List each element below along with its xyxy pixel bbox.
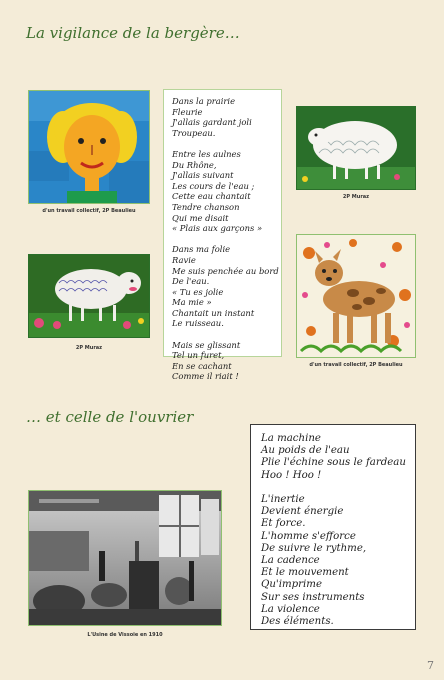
poem-line: En se cachant (172, 360, 232, 371)
poem-line: J'allais suivant (172, 170, 234, 181)
poem-line: Ravie (172, 254, 196, 265)
poem-line: L'homme s'efforce (261, 530, 356, 542)
poem-line: Devient énergie (261, 506, 344, 518)
poem-line: Tendre chanson (172, 201, 240, 212)
poem-line: Comme il riait ! (172, 371, 239, 382)
poem-line: La violence (261, 603, 320, 615)
stanza-gap (172, 138, 273, 149)
poem-line: Les cours de l'eau ; (172, 180, 255, 191)
poem-line: Ma mie » (172, 297, 212, 308)
poem-line: Dans ma folie (172, 244, 231, 255)
factory-photo-caption: L'Usine de Vissoie en 1910 (87, 632, 163, 638)
poem-line: Qui me disait (172, 212, 229, 223)
poem-line: Des éléments. (261, 616, 334, 628)
stanza-gap (172, 234, 273, 245)
page-number: 7 (427, 659, 434, 672)
poem-line: Fleurie (172, 106, 203, 117)
poem-line: Tel un furet, (172, 350, 225, 361)
poem-line: Cette eau chantait (172, 191, 251, 202)
shepherdess-poem (163, 89, 282, 382)
poem-line: Sur ses instruments (261, 591, 365, 603)
poem-line: Mais se glissant (172, 339, 241, 350)
poem-line: « Plais aux garçons » (172, 223, 263, 234)
poem-line: Plie l'échine sous le fardeau (261, 457, 406, 469)
deer-drawing-image (296, 234, 416, 358)
stanza-gap (261, 482, 405, 494)
poem-line: L'inertie (261, 494, 305, 505)
sheep-drawing-caption: 2P Muraz (75, 345, 103, 351)
sheep-drawing-caption: 2P Muraz (342, 194, 370, 200)
poem-line: Entre les aulnes (172, 148, 241, 159)
section-title-shepherdess: La vigilance de la bergère… (26, 24, 240, 42)
poem-line: Troupeau. (172, 127, 216, 138)
poem-line: De suivre le rythme, (261, 542, 367, 554)
worker-poem (250, 424, 416, 630)
poem-line: Du Rhône, (172, 159, 217, 170)
poem-line: De l'eau. (172, 276, 210, 287)
stanza-gap (172, 329, 273, 340)
girl-drawing-image (28, 90, 150, 204)
poem-line: Qu'imprime (261, 579, 322, 591)
poem-line: Le ruisseau. (172, 318, 224, 329)
poem-line: La machine (261, 433, 321, 444)
poem-line: Et le mouvement (261, 567, 349, 579)
sheep-drawing-image (296, 106, 416, 190)
poem-line: Hoo ! Hoo ! (261, 469, 322, 481)
poem-line: Au poids de l'eau (261, 445, 350, 457)
poem-line: J'allais gardant joli (172, 117, 252, 128)
poem-line: Chantait un instant (172, 307, 255, 318)
poem-line: Dans la prairie (172, 96, 236, 106)
poem-line: Et force. (261, 518, 306, 530)
poem-line: La cadence (261, 555, 320, 567)
factory-photo-image (28, 490, 222, 626)
poem-line: Me suis penchée au bord (172, 265, 279, 276)
deer-drawing-caption: d'un travail collectif, 2P Beaulieu (309, 362, 403, 368)
sheep-drawing-image (28, 254, 150, 338)
poem-line: « Tu es jolie (172, 286, 224, 297)
girl-drawing-caption: d'un travail collectif, 2P Beaulieu (42, 208, 136, 214)
section-title-worker: … et celle de l'ouvrier (26, 408, 194, 426)
